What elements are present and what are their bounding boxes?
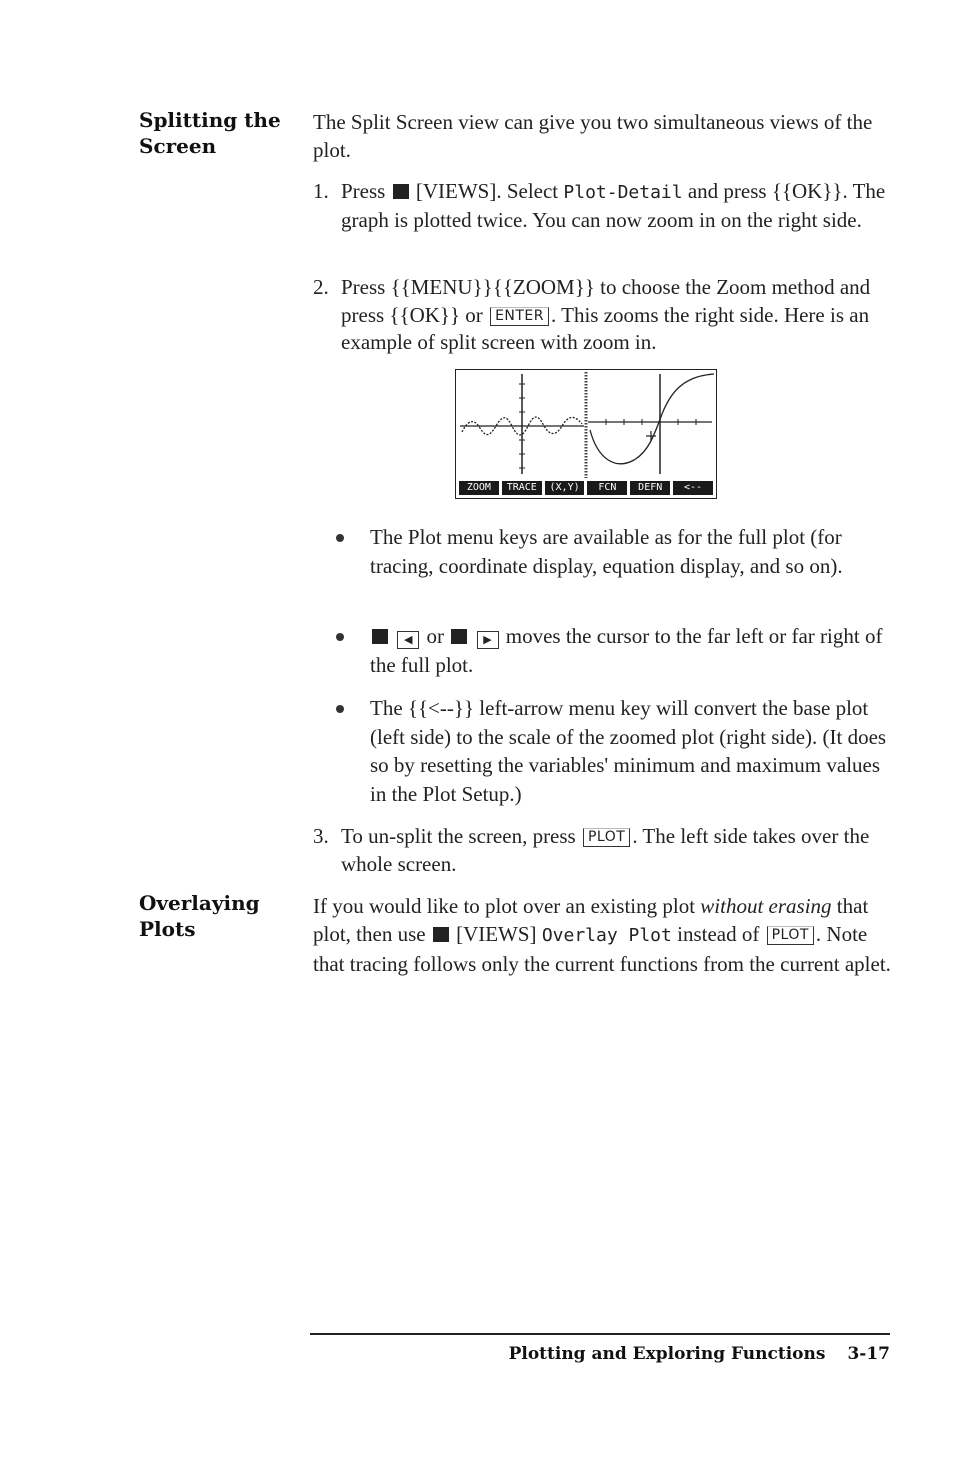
bullet-left-arrow-menu: The {{<--}} left-arrow menu key will convert the base plot (left side) to the scale of the zoomed plot (right side). (It does so by resetting the variables' minimum and maximum values in the Plot Setup.) <box>336 694 896 808</box>
shift-key-icon <box>433 927 449 942</box>
page-number: 3-17 <box>847 1344 890 1364</box>
right-arrow-key-icon: ▶ <box>477 631 499 649</box>
menu-key-trace: TRACE <box>502 481 542 495</box>
left-arrow-key-icon: ◀ <box>397 631 419 649</box>
footer-rule <box>310 1333 890 1335</box>
section-heading-splitting: Splitting the Screen <box>139 108 281 158</box>
bullet-plot-menu-keys: The Plot menu keys are available as for the full plot (for tracing, coordinate display, equation display, and so on). <box>336 523 896 580</box>
bullet-cursor-keys: ◀ or ▶ moves the cursor to the far left or far right of the full plot. <box>336 622 896 679</box>
split-screen-display <box>455 369 717 499</box>
overlay-paragraph: If you would like to plot over an existing plot without erasing that plot, then use [VIEWS] Overlay Plot instead of PLOT . Note that tracing follows only the current functions from the current aplet. <box>313 894 891 976</box>
enter-key: ENTER <box>490 307 549 326</box>
shift-key-icon <box>393 184 409 199</box>
plot-key: PLOT <box>583 828 630 847</box>
plot-menu-bar <box>459 481 713 495</box>
footer-title: Plotting and Exploring Functions <box>508 1344 826 1364</box>
split-screen-plot <box>456 370 715 478</box>
plot-key: PLOT <box>767 926 814 945</box>
menu-key-fcn: FCN <box>587 481 627 495</box>
shift-key-icon <box>372 629 388 644</box>
menu-key-zoom: ZOOM <box>459 481 499 495</box>
section-heading-overlaying: Overlaying Plots <box>139 891 260 941</box>
menu-key-back: <-- <box>673 481 713 495</box>
page-footer <box>509 1344 890 1364</box>
step-1: 1. Press [VIEWS]. Select Plot-Detail and press {{OK}}. The graph is plotted twice. You can now zoom in on the right side. <box>313 179 886 232</box>
step-2: 2. Press {{MENU}}{{ZOOM}} to choose the Zoom method and press {{OK}} or ENTER . This zooms the right side. Here is an example of split screen with zoom in. <box>313 275 871 354</box>
intro-paragraph: The Split Screen view can give you two simultaneous views of the plot. <box>313 110 873 162</box>
menu-key-defn: DEFN <box>630 481 670 495</box>
menu-key-xy: (X,Y) <box>545 481 585 495</box>
bullet-icon <box>336 633 344 641</box>
bullet-icon <box>336 534 344 542</box>
code-plot-detail: Plot-Detail <box>563 182 683 203</box>
code-overlay-plot: Overlay Plot <box>541 925 672 946</box>
shift-key-icon <box>451 629 467 644</box>
bullet-icon <box>336 705 344 713</box>
step-3: 3. To un-split the screen, press PLOT . The left side takes over the whole screen. <box>313 824 870 876</box>
